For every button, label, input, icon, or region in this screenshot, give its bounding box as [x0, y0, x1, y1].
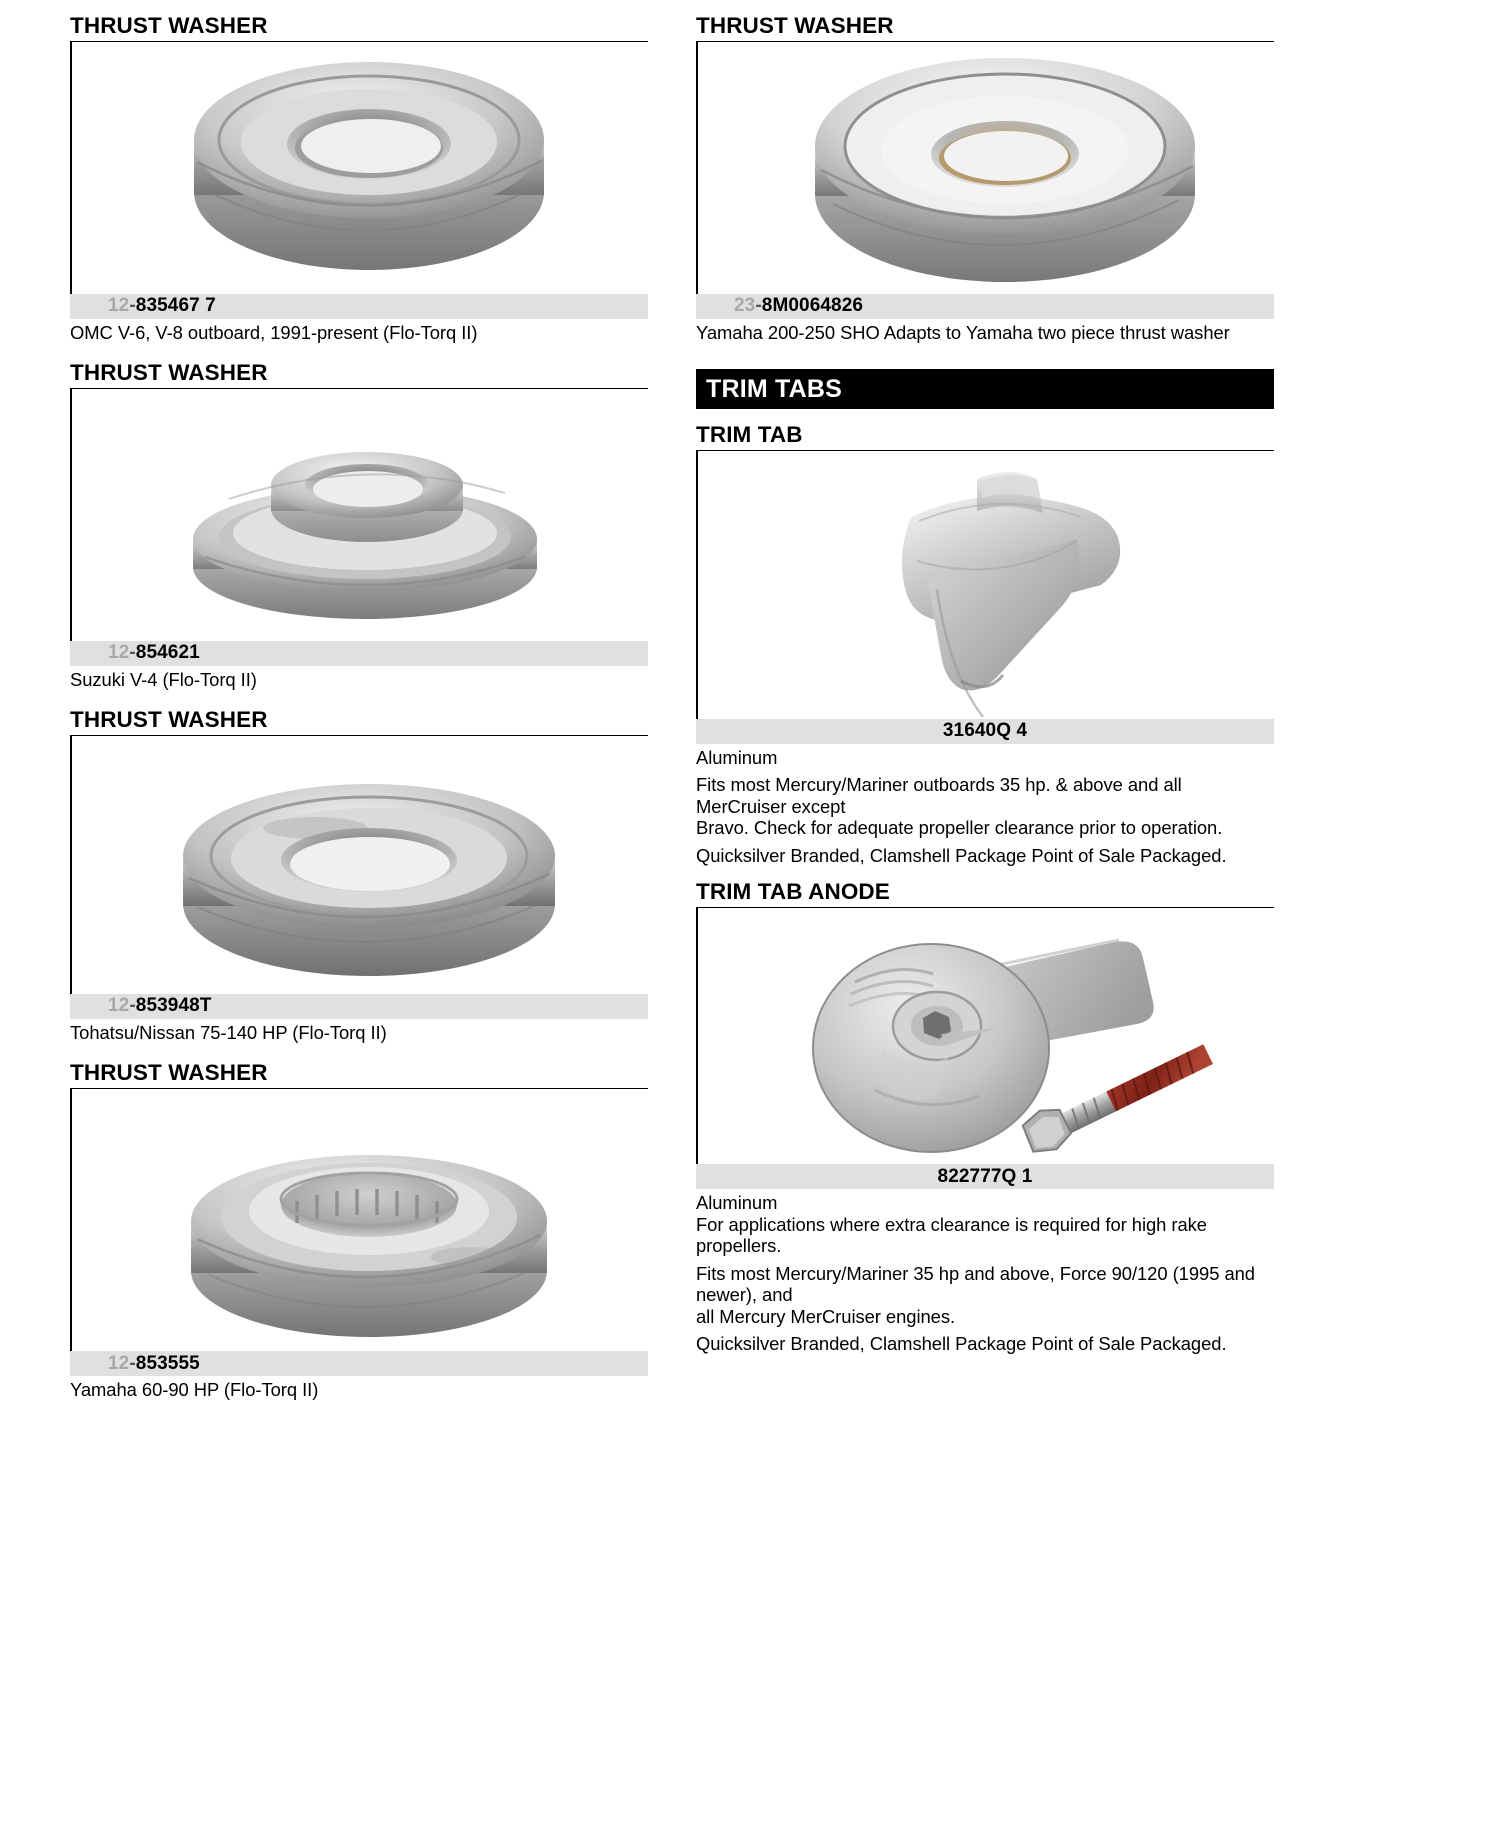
left-column [70, 14, 648, 1401]
item-title: TRIM TAB [696, 422, 803, 448]
two-column-layout [70, 14, 1432, 1401]
part-number-bar [696, 294, 1274, 319]
part-number-separator: - [129, 1352, 136, 1374]
part-number-bar [696, 1164, 1274, 1189]
part-description [70, 1019, 648, 1044]
description-block [696, 1263, 1274, 1328]
part-entry-854621 [70, 361, 648, 690]
trim-tab-anode-with-bolt-photo [705, 908, 1274, 1164]
part-description [696, 1189, 1274, 1355]
part-number-separator: - [129, 642, 136, 664]
part-number-value: 822777Q 1 [937, 1165, 1033, 1187]
description-line: all Mercury MerCruiser engines. [696, 1305, 956, 1327]
thrust-washer-splined-photo [79, 1089, 648, 1351]
description-line: Quicksilver Branded, Clamshell Package Point of Sale Packaged. [696, 1333, 1227, 1355]
description-line: Bravo. Check for adequate propeller clearance prior to operation. [696, 817, 1223, 839]
item-title: THRUST WASHER [70, 1060, 268, 1086]
item-title: THRUST WASHER [696, 13, 894, 38]
description-line: OMC V-6, V-8 outboard, 1991-present (Flo-Torq II) [70, 321, 478, 343]
item-title: TRIM TAB ANODE [696, 879, 890, 905]
thrust-washer-wide-ring-photo [79, 736, 648, 994]
thrust-washer-stepped-flange-photo [79, 42, 648, 294]
trim-tab-fin-photo [705, 451, 1274, 719]
part-entry-822777Q1 [696, 880, 1274, 1354]
part-number-prefix: 12 [108, 995, 130, 1017]
description-line: Quicksilver Branded, Clamshell Package Point of Sale Packaged. [696, 844, 1227, 866]
part-number-value: 854621 [135, 642, 200, 664]
part-number-value: 853948T [135, 995, 212, 1017]
part-entry-835467 [70, 14, 648, 343]
part-description [70, 319, 648, 344]
part-number-value: 8M0064826 [761, 295, 864, 317]
right-column [696, 14, 1274, 1355]
photo-frame [696, 451, 1274, 719]
description-line: Fits most Mercury/Mariner outboards 35 hp. & above and all MerCruiser except [696, 774, 1182, 817]
item-title: THRUST WASHER [70, 13, 268, 38]
part-number-value: 853555 [135, 1352, 200, 1374]
part-number-bar [70, 294, 648, 319]
part-number-bar [70, 641, 648, 666]
description-line: Fits most Mercury/Mariner 35 hp and above, Force 90/120 (1995 and newer), and [696, 1262, 1255, 1306]
part-number-separator: - [129, 295, 136, 317]
thrust-washer-tall-hub-photo [79, 389, 648, 641]
part-number-bar [70, 994, 648, 1019]
photo-frame [70, 1089, 648, 1351]
photo-frame [70, 389, 648, 641]
photo-frame [70, 736, 648, 994]
description-line: Tohatsu/Nissan 75-140 HP (Flo-Torq II) [70, 1021, 387, 1043]
photo-frame [696, 908, 1274, 1164]
part-number-prefix: 12 [108, 642, 130, 664]
part-number-prefix: 12 [108, 295, 130, 317]
description-line: Aluminum [696, 746, 778, 768]
description-block [696, 774, 1274, 839]
description-line: Yamaha 60-90 HP (Flo-Torq II) [70, 1379, 319, 1401]
part-number-bar [696, 719, 1274, 744]
part-number-separator: - [129, 995, 136, 1017]
part-entry-853555 [70, 1061, 648, 1400]
part-description [696, 744, 1274, 867]
part-description [696, 319, 1274, 344]
description-line: Suzuki V-4 (Flo-Torq II) [70, 668, 257, 690]
part-number-bar [70, 1351, 648, 1376]
photo-frame [696, 42, 1274, 294]
part-number-value: 835467 7 [135, 295, 216, 317]
part-number-prefix: 23 [734, 295, 756, 317]
photo-frame [70, 42, 648, 294]
item-title: THRUST WASHER [70, 707, 268, 733]
part-number-separator: - [755, 295, 762, 317]
part-number-value: 31640Q 4 [942, 720, 1028, 742]
part-description [70, 666, 648, 691]
part-number-prefix: 12 [108, 1352, 130, 1374]
part-entry-8M0064826 [696, 14, 1274, 343]
description-line: For applications where extra clearance is required for high rake propellers. [696, 1213, 1207, 1257]
part-description [70, 1376, 648, 1401]
description-line: Aluminum [696, 1192, 778, 1214]
item-title: THRUST WASHER [70, 360, 268, 386]
thrust-washer-yamaha-sho-photo [705, 42, 1274, 294]
part-entry-31640Q4 [696, 423, 1274, 866]
section-banner-trim-tabs: TRIM TABS [696, 369, 1274, 409]
part-entry-853948T [70, 708, 648, 1043]
description-line: Yamaha 200-250 SHO Adapts to Yamaha two piece thrust washer [696, 321, 1230, 343]
